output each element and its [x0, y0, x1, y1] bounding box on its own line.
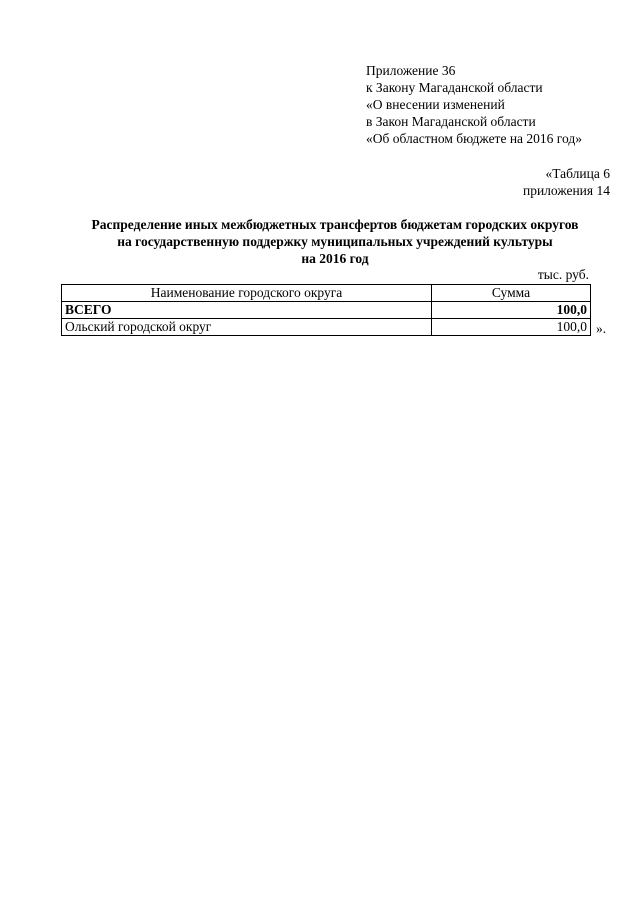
title-line: на 2016 год — [301, 251, 369, 266]
table-header-row — [62, 285, 591, 302]
title-line: Распределение иных межбюджетных трансфертов бюджетам городских округов — [91, 217, 579, 232]
appendix-line: «Об областном бюджете на 2016 год» — [366, 131, 582, 146]
row-name: Ольский городской округ — [62, 319, 432, 336]
document-title — [40, 216, 630, 267]
table-reference — [523, 165, 610, 199]
closing-quote: ». — [596, 321, 607, 336]
units-label: тыс. руб. — [537, 267, 589, 282]
title-line: на государственную поддержку муниципальных учреждений культуры — [117, 234, 553, 249]
column-header-name: Наименование городского округа — [62, 285, 432, 302]
row-name: ВСЕГО — [62, 302, 432, 319]
table-row — [62, 319, 591, 336]
table-ref-line: приложения 14 — [522, 183, 610, 198]
table-ref-line: «Таблица 6 — [545, 166, 610, 181]
column-header-sum: Сумма — [432, 285, 591, 302]
row-value: 100,0 — [432, 302, 591, 319]
appendix-line: «О внесении изменений — [366, 97, 505, 112]
appendix-line: Приложение 36 — [366, 63, 456, 78]
appendix-header — [366, 62, 582, 147]
budget-table — [61, 284, 591, 336]
appendix-line: в Закон Магаданской области — [366, 114, 536, 129]
appendix-line: к Закону Магаданской области — [366, 80, 543, 95]
row-value: 100,0 — [432, 319, 591, 336]
table-row-total — [62, 302, 591, 319]
